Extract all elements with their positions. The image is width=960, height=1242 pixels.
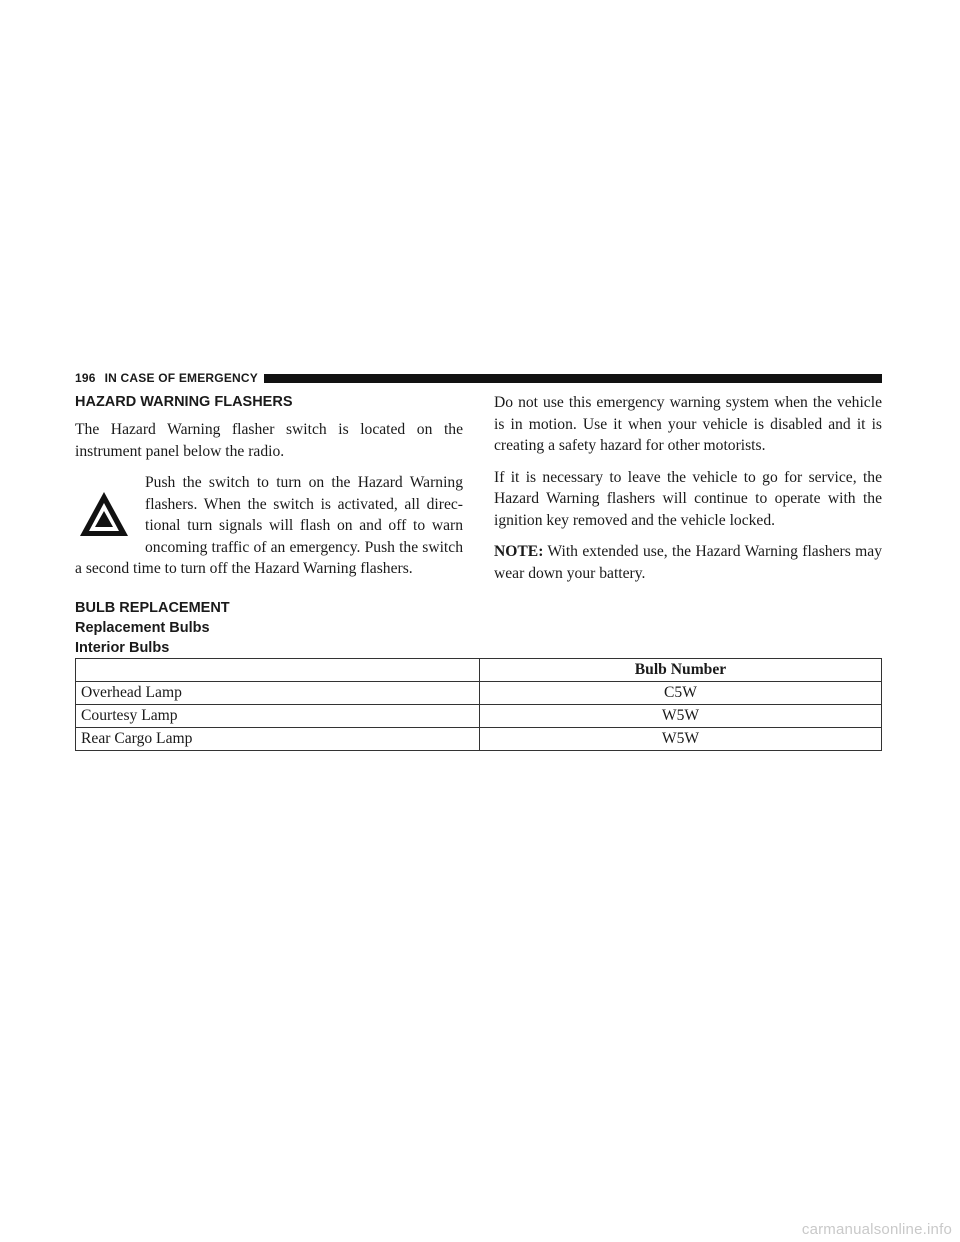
- hazard-paragraph-usage: Do not use this emergency warning system when the vehicle is in motion. Use it when your vehicle is disabled and it is creating a safety hazard for other motorists.: [494, 394, 882, 454]
- column-header-lamp: [76, 659, 480, 682]
- column-header-bulb-number: Bulb Number: [480, 659, 882, 682]
- hazard-warning-triangle-icon: [78, 490, 130, 538]
- lamp-name: Rear Cargo Lamp: [76, 728, 480, 751]
- table-row: [76, 705, 882, 728]
- hazard-paragraph-service: If it is necessary to leave the vehicle to go for service, the Hazard Warning flashers will continue to operate with the ignition key removed and the vehicle locked.: [494, 468, 882, 529]
- lamp-name: Courtesy Lamp: [76, 705, 480, 728]
- replacement-bulbs-subheading: Replacement Bulbs: [75, 620, 210, 636]
- section-title: IN CASE OF EMERGENCY: [104, 371, 258, 385]
- interior-bulbs-table: [75, 658, 882, 751]
- right-column: [494, 392, 882, 594]
- table-row: [76, 682, 882, 705]
- lamp-name: Overhead Lamp: [76, 682, 480, 705]
- note-text: With extended use, the Hazard Warning flashers may wear down your battery.: [494, 543, 882, 582]
- table-header-row: [76, 659, 882, 682]
- header-rule: [264, 374, 882, 383]
- hazard-paragraph-operation: Push the switch to turn on the Hazard Warning flashers. When the switch is activated, all direc-tional turn signals will flash on and off to warn oncoming traffic of an emergency. Push the switch a second time to turn off the Hazard Warning flashers.: [75, 474, 463, 577]
- bulb-number: C5W: [480, 682, 882, 705]
- hazard-icon-block: [75, 472, 463, 580]
- interior-bulbs-title: Interior Bulbs: [75, 640, 170, 656]
- note-label: NOTE:: [494, 543, 544, 560]
- bulb-number: W5W: [480, 705, 882, 728]
- hazard-note: [494, 541, 882, 584]
- bulb-headings: [75, 598, 230, 658]
- bulb-number: W5W: [480, 728, 882, 751]
- table-row: [76, 728, 882, 751]
- hazard-heading: HAZARD WARNING FLASHERS: [75, 394, 293, 410]
- left-column: [75, 392, 463, 590]
- hazard-paragraph-location: The Hazard Warning flasher switch is located on the instrument panel below the radio.: [75, 421, 463, 460]
- page-number: 196: [75, 371, 96, 385]
- bulb-replacement-heading: BULB REPLACEMENT: [75, 600, 230, 616]
- watermark: carmanualsonline.info: [801, 1221, 952, 1238]
- running-header: [75, 368, 882, 388]
